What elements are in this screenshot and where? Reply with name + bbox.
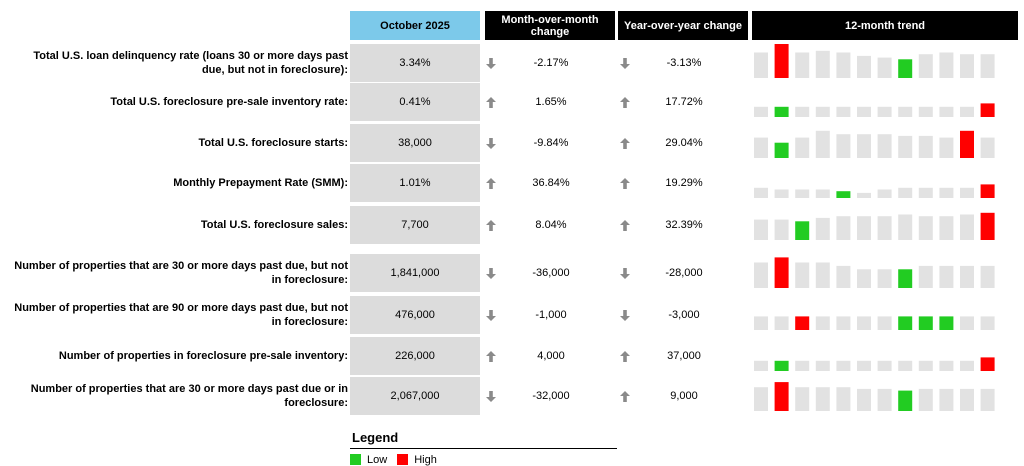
trend-bar [939,266,953,288]
trend-bar-high [775,257,789,288]
trend-bar [919,361,933,371]
up-arrow-icon [484,206,498,244]
trend-bar [898,188,912,198]
mom-change-value: 8.04% [535,219,567,231]
trend-bar [960,389,974,411]
trend-bar [775,220,789,240]
trend-bar [836,316,850,330]
trend-bar [857,361,871,371]
row-label: Total U.S. loan delinquency rate (loans 30 or more days past due, but not in foreclosure): [33,50,348,76]
trend-bar [857,316,871,330]
yoy-change-value: 19.29% [665,177,703,189]
trend-bar-high [981,184,995,198]
table-row [0,83,1024,121]
trend-bar-low [919,316,933,330]
header-trend: 12-month trend [752,11,1018,40]
trend-bar [857,193,871,198]
trend-bar [836,134,850,158]
trend-bar [981,266,995,288]
table-row [0,206,1024,244]
trend-bar-high [960,131,974,158]
trend-bar [898,361,912,371]
trend-bar [960,361,974,371]
up-arrow-icon [618,377,632,415]
trend-bar [981,389,995,411]
trend-bar [754,138,768,158]
mom-change-value: -2.17% [533,57,569,69]
row-value: 1,841,000 [350,254,480,292]
trend-bar-low [898,59,912,78]
legend-high [397,454,437,466]
trend-bar [898,136,912,158]
mom-change-value: 4,000 [537,350,565,362]
row-value: 1.01% [350,164,480,202]
trend-bar-low [898,391,912,411]
trend-bar [939,361,953,371]
trend-bar-high [795,316,809,330]
yoy-change-value: -3,000 [668,309,700,321]
trend-bar [775,190,789,199]
trend-bar [857,389,871,411]
trend-bar [816,218,830,240]
up-arrow-icon [618,337,632,375]
trend-bar [857,56,871,78]
trend-bar [795,138,809,158]
trend-bar [816,190,830,199]
trend-bar [795,263,809,289]
trend-bar [816,316,830,330]
down-arrow-icon [484,377,498,415]
trend-bar [795,190,809,199]
yoy-change-value: -28,000 [665,267,703,279]
trend-bar [939,216,953,240]
trend-bar [754,107,768,117]
trend-bar [836,216,850,240]
trend-bar [960,266,974,288]
row-value: 2,067,000 [350,377,480,415]
trend-bar [795,387,809,411]
trend-bar [857,216,871,240]
row-label: Total U.S. foreclosure sales: [200,219,348,231]
trend-sparkline [752,254,1018,292]
trend-sparkline [752,164,1018,202]
row-value: 476,000 [350,296,480,334]
down-arrow-icon [618,296,632,334]
trend-bar [878,190,892,199]
trend-bar-low [939,316,953,330]
trend-bar [939,188,953,198]
up-arrow-icon [618,164,632,202]
trend-bar [939,138,953,158]
trend-bar [836,361,850,371]
trend-bar [754,263,768,289]
row-value: 38,000 [350,124,480,162]
trend-bar [939,53,953,79]
trend-bar [878,361,892,371]
trend-bar [878,389,892,411]
yoy-change-value: 32.39% [665,219,703,231]
row-value: 226,000 [350,337,480,375]
row-label: Number of properties that are 30 or more days past due, but not in foreclosure: [14,260,348,286]
trend-bar-high [775,382,789,411]
up-arrow-icon [618,206,632,244]
trend-bar-high [775,44,789,78]
trend-bar [960,107,974,117]
trend-bar [960,215,974,241]
trend-bar [795,53,809,79]
trend-bar [816,51,830,78]
trend-bar [919,266,933,288]
table-row [0,337,1024,375]
down-arrow-icon [618,254,632,292]
trend-bar [836,387,850,411]
trend-bar-low [775,143,789,158]
legend-high-swatch [397,454,408,465]
trend-bar [939,107,953,117]
trend-bar [754,387,768,411]
trend-bar [919,136,933,158]
legend-low-swatch [350,454,361,465]
table-row [0,124,1024,162]
legend-title: Legend [350,429,617,449]
table-row [0,164,1024,202]
down-arrow-icon [484,254,498,292]
up-arrow-icon [618,83,632,121]
trend-bar [754,188,768,198]
trend-bar [960,54,974,78]
trend-bar [816,107,830,117]
header-mom-change: Month-over-month change [485,11,615,40]
header-date: October 2025 [350,11,480,40]
yoy-change-value: 29.04% [665,137,703,149]
trend-bar [857,134,871,158]
trend-bar [939,389,953,411]
trend-bar [754,53,768,79]
trend-bar [981,316,995,330]
trend-bar [816,263,830,289]
down-arrow-icon [484,124,498,162]
row-label: Total U.S. foreclosure pre-sale inventory rate: [110,96,348,108]
row-label: Number of properties in foreclosure pre-sale inventory: [58,350,348,362]
table-row [0,44,1024,82]
row-value: 3.34% [350,44,480,82]
trend-sparkline [752,377,1018,415]
trend-bar-high [981,357,995,371]
trend-bar [981,138,995,158]
trend-bar [878,134,892,158]
table-row [0,377,1024,415]
trend-bar [775,316,789,330]
trend-bar [878,269,892,288]
trend-sparkline [752,337,1018,375]
trend-bar [754,220,768,240]
legend-high-label: High [414,453,437,466]
trend-bar [836,266,850,288]
trend-bar-high [981,103,995,117]
trend-bar [795,107,809,117]
trend-bar [816,361,830,371]
trend-bar [919,107,933,117]
mom-change-value: -9.84% [533,137,569,149]
trend-bar [898,215,912,241]
row-label: Number of properties that are 30 or more days past due or in foreclosure: [30,383,348,409]
trend-bar [795,361,809,371]
trend-bar-low [898,269,912,288]
yoy-change-value: 37,000 [667,350,701,362]
mom-change-value: 1.65% [535,96,567,108]
trend-bar [754,361,768,371]
trend-bar [960,188,974,198]
trend-bar [878,216,892,240]
trend-bar [857,269,871,288]
trend-bar-high [981,213,995,240]
yoy-change-value: 17.72% [665,96,703,108]
trend-bar [898,107,912,117]
down-arrow-icon [484,296,498,334]
mom-change-value: 36.84% [532,177,570,189]
trend-bar-low [775,107,789,117]
trend-bar [878,107,892,117]
trend-bar [878,58,892,78]
trend-bar [878,316,892,330]
trend-bar [836,107,850,117]
down-arrow-icon [618,44,632,82]
trend-bar [919,54,933,78]
trend-bar [919,216,933,240]
up-arrow-icon [618,124,632,162]
trend-bar [754,316,768,330]
legend [350,429,617,466]
yoy-change-value: -3.13% [666,57,702,69]
down-arrow-icon [484,44,498,82]
row-label: Total U.S. foreclosure starts: [198,137,348,149]
trend-bar [836,53,850,79]
up-arrow-icon [484,337,498,375]
trend-bar-low [898,316,912,330]
trend-bar [960,316,974,330]
trend-bar [981,54,995,78]
table-row [0,254,1024,292]
mom-change-value: -1,000 [535,309,567,321]
row-value: 7,700 [350,206,480,244]
trend-sparkline [752,83,1018,121]
trend-bar [816,387,830,411]
trend-bar [816,131,830,158]
legend-low [350,454,387,466]
row-value: 0.41% [350,83,480,121]
trend-bar [857,107,871,117]
trend-sparkline [752,124,1018,162]
legend-low-label: Low [367,453,388,466]
trend-sparkline [752,44,1018,82]
trend-sparkline [752,206,1018,244]
row-label: Number of properties that are 90 or more days past due, but not in foreclosure: [14,302,348,328]
trend-bar [919,389,933,411]
trend-sparkline [752,296,1018,334]
mom-change-value: -32,000 [532,390,570,402]
trend-bar-low [795,221,809,240]
yoy-change-value: 9,000 [670,390,698,402]
trend-bar [919,188,933,198]
header-yoy-change: Year-over-year change [618,11,748,40]
up-arrow-icon [484,164,498,202]
trend-bar-low [775,361,789,371]
up-arrow-icon [484,83,498,121]
row-label: Monthly Prepayment Rate (SMM): [173,177,348,189]
table-row [0,296,1024,334]
trend-bar-low [836,191,850,198]
mom-change-value: -36,000 [532,267,570,279]
